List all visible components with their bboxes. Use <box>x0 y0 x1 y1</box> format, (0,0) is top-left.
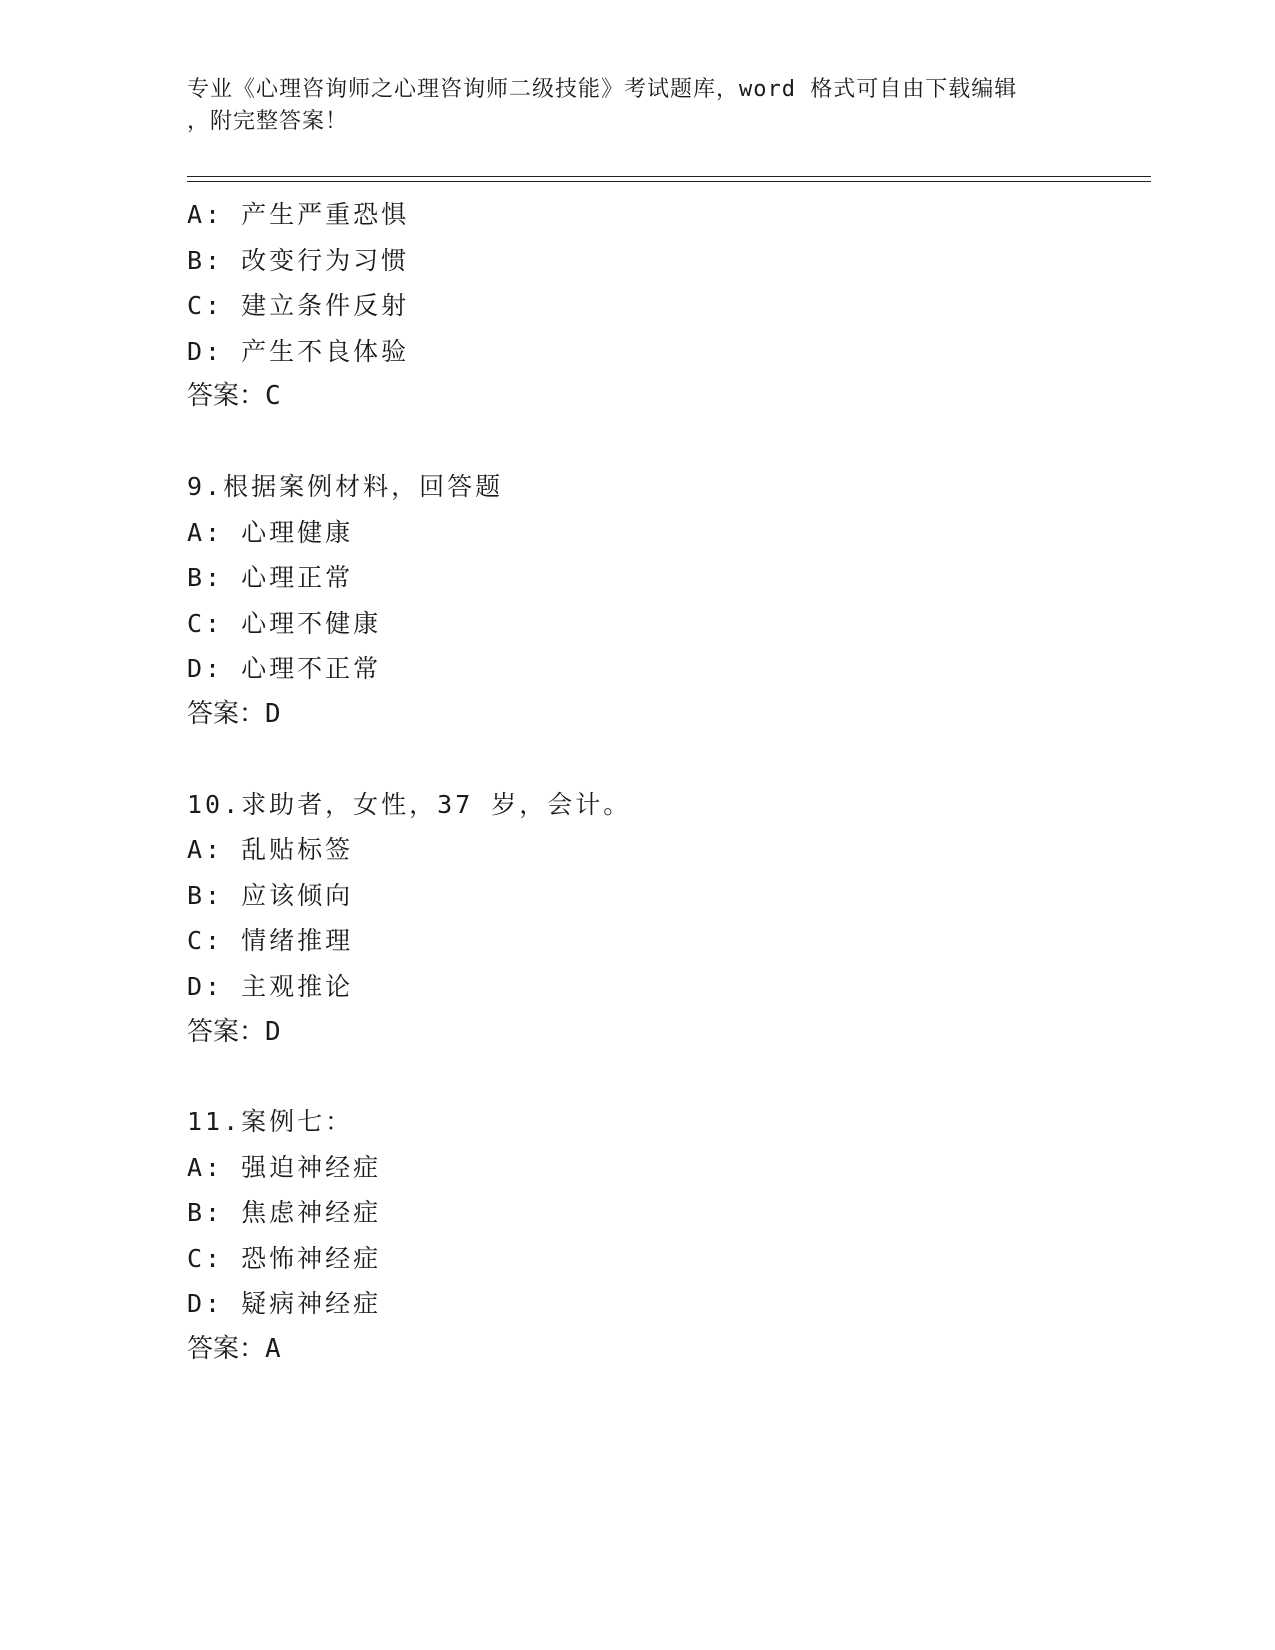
answer-line <box>187 374 1151 420</box>
option-text: 产生不良体验 <box>241 336 410 366</box>
header-line-2: ，附完整答案！ <box>187 109 349 134</box>
header-divider-bottom <box>187 181 1151 182</box>
answer-line <box>187 1010 1151 1056</box>
option-key: B: <box>187 880 224 910</box>
question-title: 11.案例七： <box>187 1107 354 1137</box>
option-a <box>187 192 1151 238</box>
partial-question <box>187 192 1151 420</box>
option-text: 主观推论 <box>241 971 354 1001</box>
document-header <box>187 74 1087 138</box>
option-text: 心理健康 <box>241 517 354 547</box>
option-text: 疑病神经症 <box>241 1289 382 1319</box>
option-key: A: <box>187 1152 224 1182</box>
option-key: B: <box>187 563 224 593</box>
header-divider-top <box>187 176 1151 177</box>
answer-value: D <box>265 1016 281 1047</box>
option-b <box>187 1190 1151 1236</box>
answer-line <box>187 692 1151 738</box>
question-9 <box>187 464 1151 738</box>
option-text: 乱贴标签 <box>241 835 354 865</box>
option-text: 心理不正常 <box>241 654 382 684</box>
option-c <box>187 601 1151 647</box>
option-key: C: <box>187 291 224 321</box>
option-text: 建立条件反射 <box>241 291 410 321</box>
answer-value: A <box>265 1334 281 1365</box>
option-b <box>187 555 1151 601</box>
option-b <box>187 873 1151 919</box>
option-d <box>187 646 1151 692</box>
option-key: C: <box>187 1243 224 1273</box>
option-key: A: <box>187 835 224 865</box>
option-key: D: <box>187 654 224 684</box>
option-text: 强迫神经症 <box>241 1152 382 1182</box>
question-11 <box>187 1099 1151 1373</box>
option-key: D: <box>187 336 224 366</box>
option-c <box>187 1236 1151 1282</box>
option-d <box>187 329 1151 375</box>
option-key: C: <box>187 608 224 638</box>
question-title: 10.求助者，女性，37 岁，会计。 <box>187 789 632 819</box>
answer-label: 答案： <box>187 381 266 412</box>
option-c <box>187 918 1151 964</box>
answer-value: D <box>265 698 281 729</box>
option-key: B: <box>187 1198 224 1228</box>
option-text: 改变行为习惯 <box>241 245 410 275</box>
option-c <box>187 283 1151 329</box>
option-d <box>187 964 1151 1010</box>
answer-line <box>187 1327 1151 1373</box>
option-key: A: <box>187 517 224 547</box>
option-text: 焦虑神经症 <box>241 1198 382 1228</box>
option-text: 应该倾向 <box>241 880 354 910</box>
question-10 <box>187 782 1151 1056</box>
option-key: D: <box>187 971 224 1001</box>
header-line-1: 专业《心理咨询师之心理咨询师二级技能》考试题库，word 格式可自由下载编辑 <box>187 77 1018 102</box>
option-key: A: <box>187 200 224 229</box>
option-text: 产生严重恐惧 <box>241 200 410 229</box>
answer-label: 答案： <box>187 698 266 729</box>
question-list <box>187 192 1151 1373</box>
option-key: C: <box>187 926 224 956</box>
answer-label: 答案： <box>187 1334 266 1365</box>
option-a <box>187 1145 1151 1191</box>
question-title: 9.根据案例材料，回答题 <box>187 471 504 501</box>
option-d <box>187 1281 1151 1327</box>
option-text: 心理不健康 <box>241 608 382 638</box>
option-a <box>187 827 1151 873</box>
option-text: 心理正常 <box>241 563 354 593</box>
option-a <box>187 510 1151 556</box>
option-text: 恐怖神经症 <box>241 1243 382 1273</box>
option-key: D: <box>187 1289 224 1319</box>
option-b <box>187 238 1151 284</box>
option-key: B: <box>187 245 224 275</box>
option-text: 情绪推理 <box>241 926 354 956</box>
answer-label: 答案： <box>187 1016 266 1047</box>
answer-value: C <box>265 381 281 412</box>
